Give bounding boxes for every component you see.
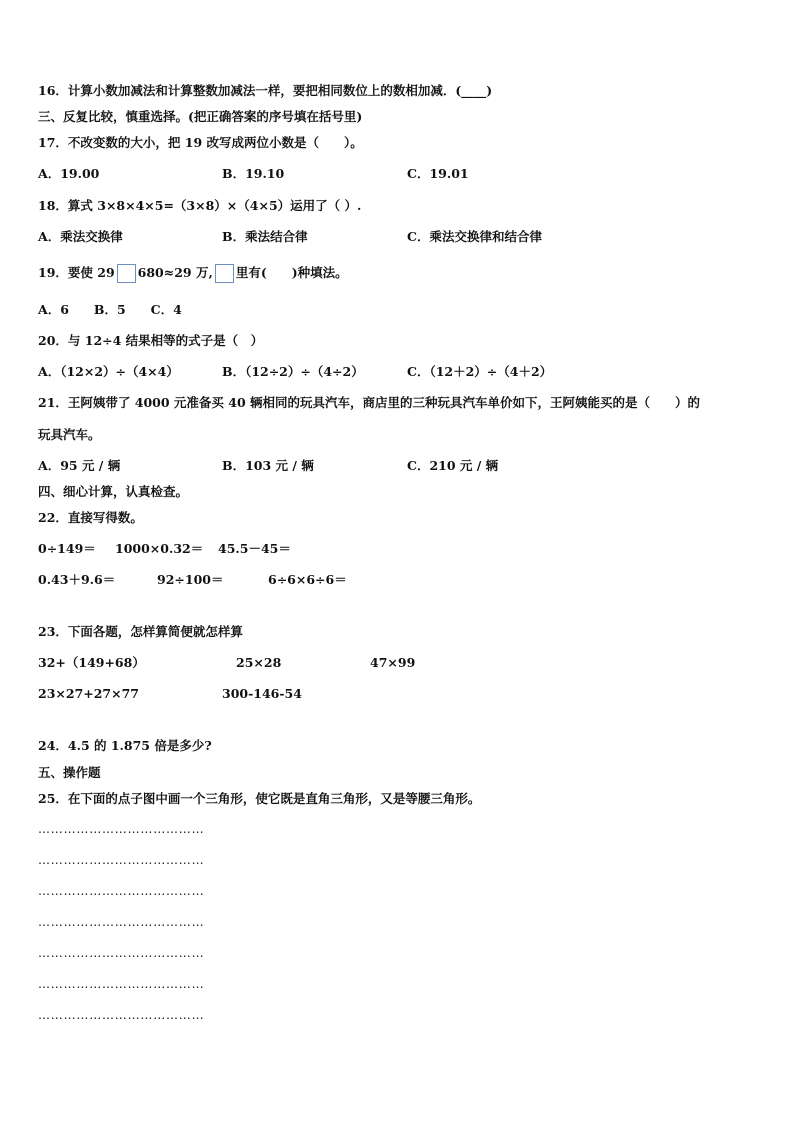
- question-22-stem: 22．直接写得数。: [38, 510, 143, 525]
- q23-expression: 25×28: [236, 655, 282, 670]
- q23-expression: 47×99: [370, 655, 416, 670]
- q22-expression: 45.5－45＝: [218, 541, 291, 556]
- answer-box[interactable]: [117, 264, 136, 283]
- question-21-option-a: A．95 元 / 辆: [38, 458, 121, 473]
- question-21-stem-line2: 玩具汽车。: [38, 427, 101, 442]
- question-20-option-c: C．（12＋2）÷（4＋2）: [407, 364, 553, 379]
- q23-expression: 300-146-54: [222, 686, 302, 701]
- section-4-heading: 四、细心计算，认真检查。: [38, 484, 189, 499]
- dot-grid-row: …………………………………: [38, 884, 205, 898]
- question-17-option-a: A．19.00: [38, 166, 100, 181]
- question-18-option-c: C．乘法交换律和结合律: [407, 229, 542, 244]
- q22-expression: 1000×0.32＝: [115, 541, 204, 556]
- question-19-stem-mid: 680≈29 万,: [137, 265, 213, 280]
- question-21-stem-line1: 21．王阿姨带了 4000 元准备买 40 辆相同的玩具汽车，商店里的三种玩具汽车单价如下，王阿姨能买的是（ ）的: [38, 395, 700, 410]
- q23-expression: 32+（149+68）: [38, 655, 145, 670]
- question-24: 24．4.5 的 1.875 倍是多少?: [38, 738, 212, 753]
- question-19-stem-pre: 19．要使 29: [38, 265, 115, 280]
- q23-expression: 23×27+27×77: [38, 686, 140, 701]
- question-17-stem: 17．不改变数的大小，把 19 改写成两位小数是（ ）。: [38, 135, 363, 150]
- question-21-option-c: C．210 元 / 辆: [407, 458, 499, 473]
- question-20-option-a: A．（12×2）÷（4×4）: [38, 364, 179, 379]
- dot-grid-row: …………………………………: [38, 977, 205, 991]
- dot-grid-row: …………………………………: [38, 915, 205, 929]
- section-5-heading: 五、操作题: [38, 765, 101, 780]
- q22-expression: 6÷6×6÷6＝: [268, 572, 347, 587]
- dot-grid-row: …………………………………: [38, 853, 205, 867]
- question-18-stem: 18．算式 3×8×4×5=（3×8）×（4×5）运用了（ ）.: [38, 198, 362, 213]
- question-18-option-a: A．乘法交换律: [38, 229, 123, 244]
- dot-grid-row: …………………………………: [38, 1008, 205, 1022]
- dot-grid-row: …………………………………: [38, 822, 205, 836]
- question-17-option-c: C．19.01: [407, 166, 469, 181]
- question-19-stem: [38, 264, 348, 283]
- question-25: 25．在下面的点子图中画一个三角形，使它既是直角三角形，又是等腰三角形。: [38, 791, 481, 806]
- q22-expression: 92÷100＝: [157, 572, 224, 587]
- question-16: 16．计算小数加减法和计算整数加减法一样，要把相同数位上的数相加减．(____): [38, 83, 493, 98]
- question-23-stem: 23．下面各题，怎样算简便就怎样算: [38, 624, 243, 639]
- question-20-option-b: B．（12÷2）÷（4÷2）: [222, 364, 364, 379]
- q22-expression: 0.43＋9.6＝: [38, 572, 116, 587]
- section-3-heading: 三、反复比较，慎重选择。(把正确答案的序号填在括号里): [38, 109, 363, 124]
- question-19-options: A．6 B．5 C．4: [38, 302, 182, 317]
- question-21-option-b: B．103 元 / 辆: [222, 458, 314, 473]
- question-20-stem: 20．与 12÷4 结果相等的式子是（ ）: [38, 333, 264, 348]
- dot-grid-row: …………………………………: [38, 946, 205, 960]
- question-19-stem-post: 里有( )种填法。: [235, 265, 348, 280]
- question-17-option-b: B．19.10: [222, 166, 285, 181]
- q22-expression: 0÷149＝: [38, 541, 96, 556]
- answer-box[interactable]: [215, 264, 234, 283]
- question-18-option-b: B．乘法结合律: [222, 229, 308, 244]
